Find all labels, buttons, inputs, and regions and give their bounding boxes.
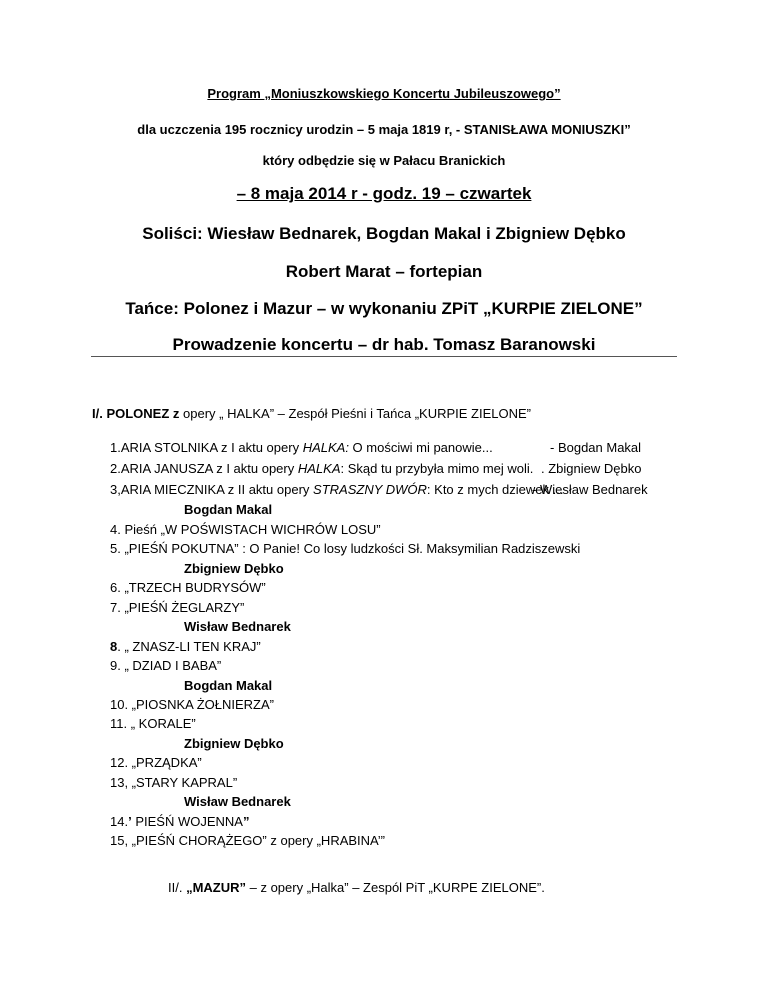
concert-date: – 8 maja 2014 r - godz. 19 – czwartek <box>236 184 532 203</box>
program-item-15: 15, „PIEŚŃ CHORĄŻEGO” z opery „HRABINA’” <box>110 833 385 848</box>
program-item-5: 5. „PIEŚŃ POKUTNA” : O Panie! Co losy ludzkości Sł. Maksymilian Radziszewski <box>110 541 581 556</box>
part-two-label: II/. <box>168 880 187 895</box>
divider-line <box>91 356 677 357</box>
singer-heading-5: Zbigniew Dębko <box>184 736 284 751</box>
program-item-1 <box>110 440 493 455</box>
item-8-number: 8 <box>110 639 118 654</box>
item-14-text: PIEŚŃ WOJENNA <box>131 814 243 829</box>
dedication-line: dla uczczenia 195 rocznicy urodzin – 5 maja 1819 r, - STANISŁAWA MONIUSZKI” <box>137 122 631 137</box>
program-item-4: 4. Pieśń „W POŚWISTACH WICHRÓW LOSU” <box>110 522 381 537</box>
program-item-14 <box>110 814 249 829</box>
venue-line: który odbędzie się w Pałacu Branickich <box>262 153 506 168</box>
part-one-label: I/. POLONEZ z <box>92 406 180 421</box>
item-14-quote: ” <box>242 814 250 829</box>
program-item-7: 7. „PIEŚŃ ŻEGLARZY” <box>110 600 245 615</box>
program-item-11: 11. „ KORALE” <box>110 716 196 731</box>
item-14-number: 14. <box>110 814 129 829</box>
pianist-line: Robert Marat – fortepian <box>285 262 483 281</box>
program-item-9: 9. „ DZIAD I BABA” <box>110 658 222 673</box>
program-item-12: 12. „PRZĄDKA” <box>110 755 202 770</box>
item-1-opera: HALKA: <box>302 440 349 455</box>
host-line: Prowadzenie koncertu – dr hab. Tomasz Baranowski <box>172 335 596 354</box>
part-one-text: opery „ HALKA” – Zespół Pieśni i Tańca „KURPIE ZIELONE” <box>179 406 532 421</box>
item-1-text: O mościwi mi panowie... <box>348 440 493 455</box>
program-item-13: 13, „STARY KAPRAL” <box>110 775 238 790</box>
program-item-3 <box>110 482 563 497</box>
item-2-performer: . Zbigniew Dębko <box>541 461 642 476</box>
part-one-heading <box>92 406 531 421</box>
item-3-opera: STRASZNY DWÓR <box>313 482 427 497</box>
item-3-performer: - Wiesław Bednarek <box>532 482 648 497</box>
program-item-2 <box>110 461 533 476</box>
item-14-apostrophe: ’ <box>128 814 132 829</box>
dances-line: Tańce: Polonez i Mazur – w wykonaniu ZPiT „KURPIE ZIELONE” <box>125 299 643 318</box>
program-item-6: 6. „TRZECH BUDRYSÓW” <box>110 580 266 595</box>
item-2-text: : Skąd tu przybyła mimo mej woli. <box>340 461 534 476</box>
program-item-8 <box>110 639 261 654</box>
part-two-heading <box>168 880 545 895</box>
item-1-left: 1.ARIA STOLNIKA z I aktu opery <box>110 440 303 455</box>
singer-heading-1: Bogdan Makal <box>184 502 273 517</box>
item-3-text: : Kto z mych dziewek ... <box>426 482 564 497</box>
item-3-left: 3,ARIA MIECZNIKA z II aktu opery <box>110 482 314 497</box>
program-title: Program „Moniuszkowskiego Koncertu Jubileuszowego” <box>207 86 561 101</box>
soloists-line: Soliści: Wiesław Bednarek, Bogdan Makal i Zbigniew Dębko <box>142 224 626 243</box>
singer-heading-6: Wisław Bednarek <box>184 794 291 809</box>
item-2-left: 2.ARIA JANUSZA z I aktu opery <box>110 461 298 476</box>
item-2-opera: HALKA <box>297 461 341 476</box>
singer-heading-2: Zbigniew Dębko <box>184 561 284 576</box>
item-1-performer: - Bogdan Makal <box>550 440 642 455</box>
program-item-10: 10. „PIOSNKA ŻOŁNIERZA” <box>110 697 274 712</box>
singer-heading-4: Bogdan Makal <box>184 678 273 693</box>
part-two-text: – z opery „Halka” – Zespól PiT „KURPE ZIELONE”. <box>246 880 545 895</box>
part-two-dance: „MAZUR” <box>186 880 246 895</box>
item-8-text: . „ ZNASZ-LI TEN KRAJ” <box>117 639 261 654</box>
singer-heading-3: Wisław Bednarek <box>184 619 291 634</box>
